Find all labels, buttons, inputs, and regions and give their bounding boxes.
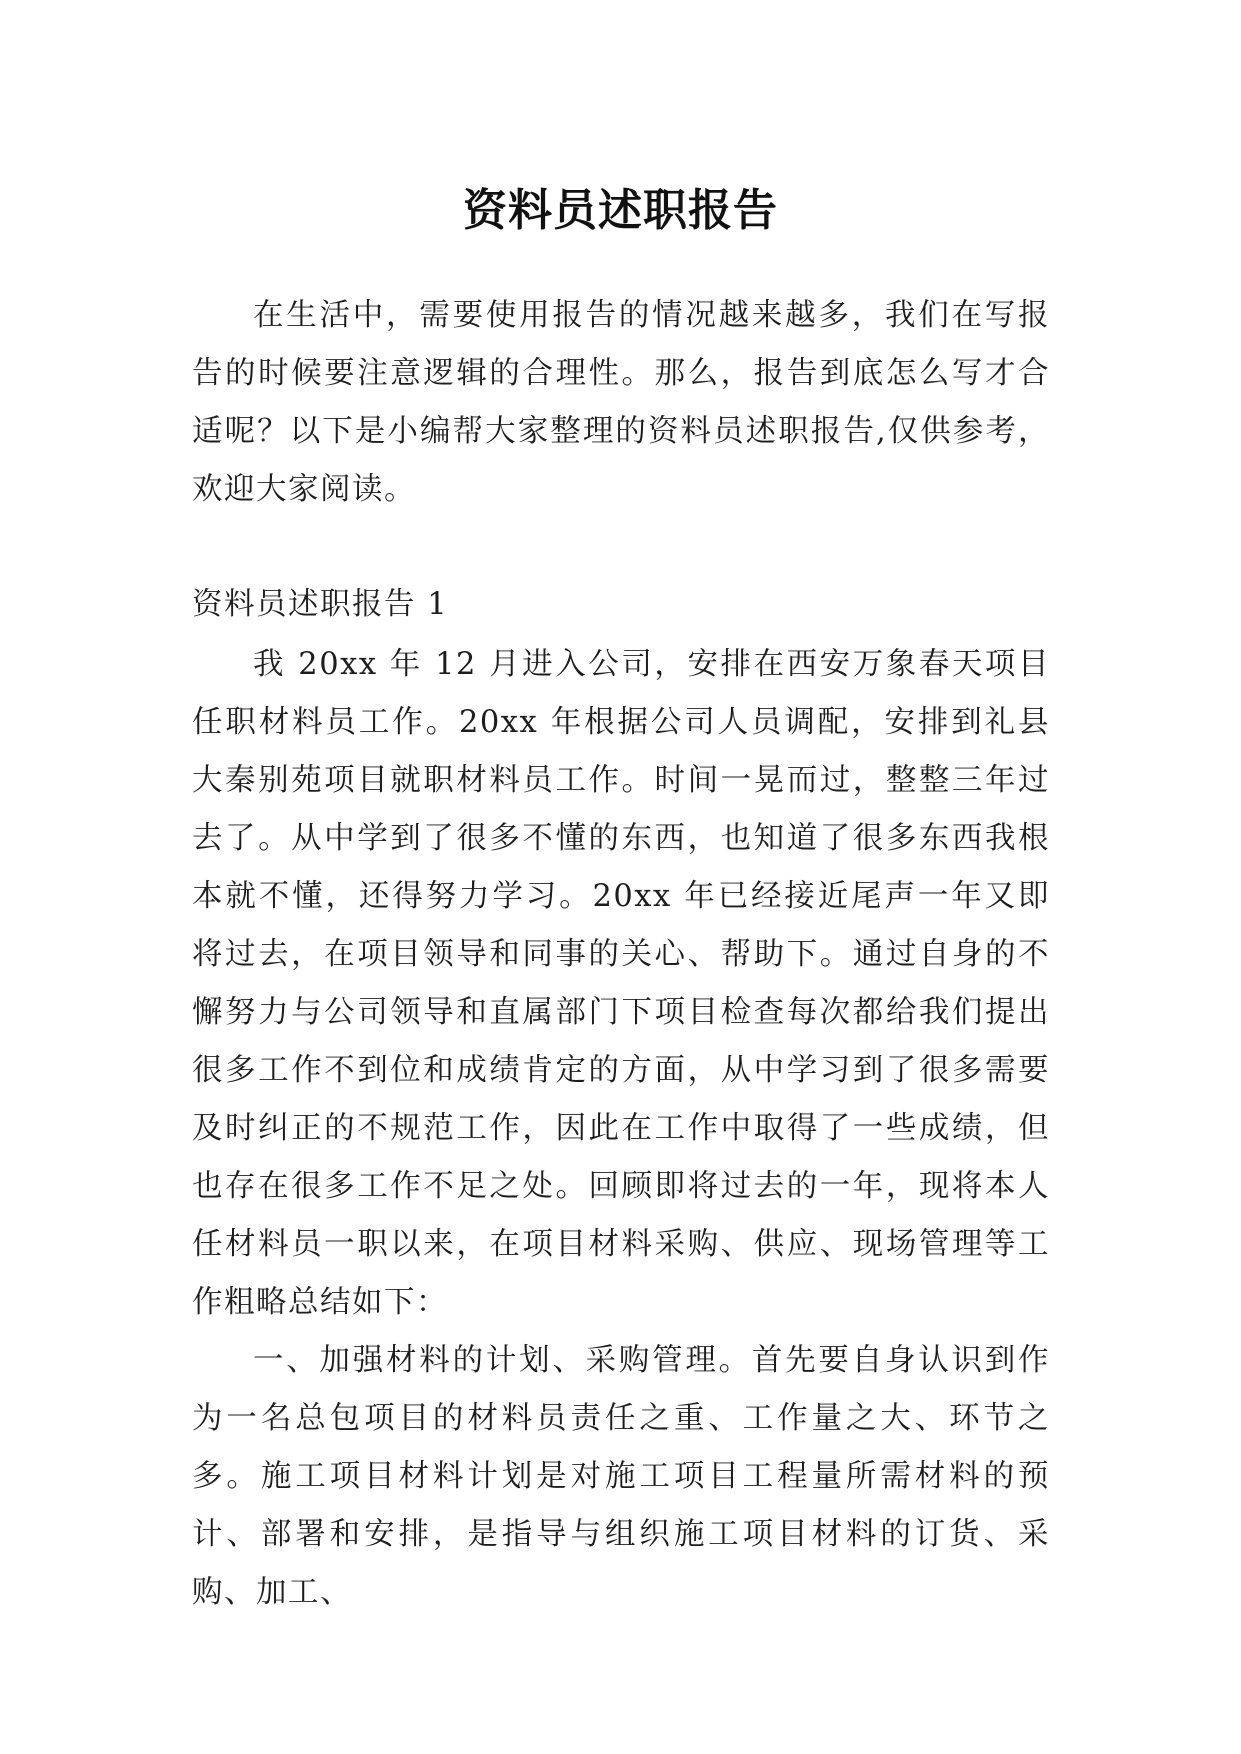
intro-paragraph: 在生活中，需要使用报告的情况越来越多，我们在写报告的时候要注意逻辑的合理性。那么，报告到底怎么写才合适呢？以下是小编帮大家整理的资料员述职报告,仅供参考，欢迎大家阅读。 — [192, 298, 1050, 507]
section-heading: 资料员述职报告 1 — [192, 587, 449, 622]
body-paragraph: 一、加强材料的计划、采购管理。首先要自身认识到作为一名总包项目的材料员责任之重、工作量之大、环节之多。施工项目材料计划是对施工项目工程量所需材料的预计、部署和安排，是指导与组织施工项目材料的订货、采购、加工、 — [192, 1343, 1050, 1610]
document-title: 资料员述职报告 — [463, 185, 778, 237]
intro-section — [192, 287, 1050, 519]
body-paragraph: 我 20xx 年 12 月进入公司，安排在西安万象春天项目任职材料员工作。20xx 年根据公司人员调配，安排到礼县大秦别苑项目就职材料员工作。时间一晃而过，整整三年过去了。从中学到了很多不懂的东西，也知道了很多东西我根本就不懂，还得努力学习。20xx 年已经接近尾声一年又即将过去，在项目领导和同事的关心、帮助下。通过自身的不懈努力与公司领导和直属部门下项目检查每次都给我们提出很多工作不到位和成绩肯定的方面，从中学习到了很多需要及时纠正的不规范工作，因此在工作中取得了一些成绩，但也存在很多工作不足之处。回顾即将过去的一年，现将本人任材料员一职以来，在项目材料采购、供应、现场管理等工作粗略总结如下： — [192, 647, 1050, 1320]
section-body — [192, 636, 1050, 1622]
